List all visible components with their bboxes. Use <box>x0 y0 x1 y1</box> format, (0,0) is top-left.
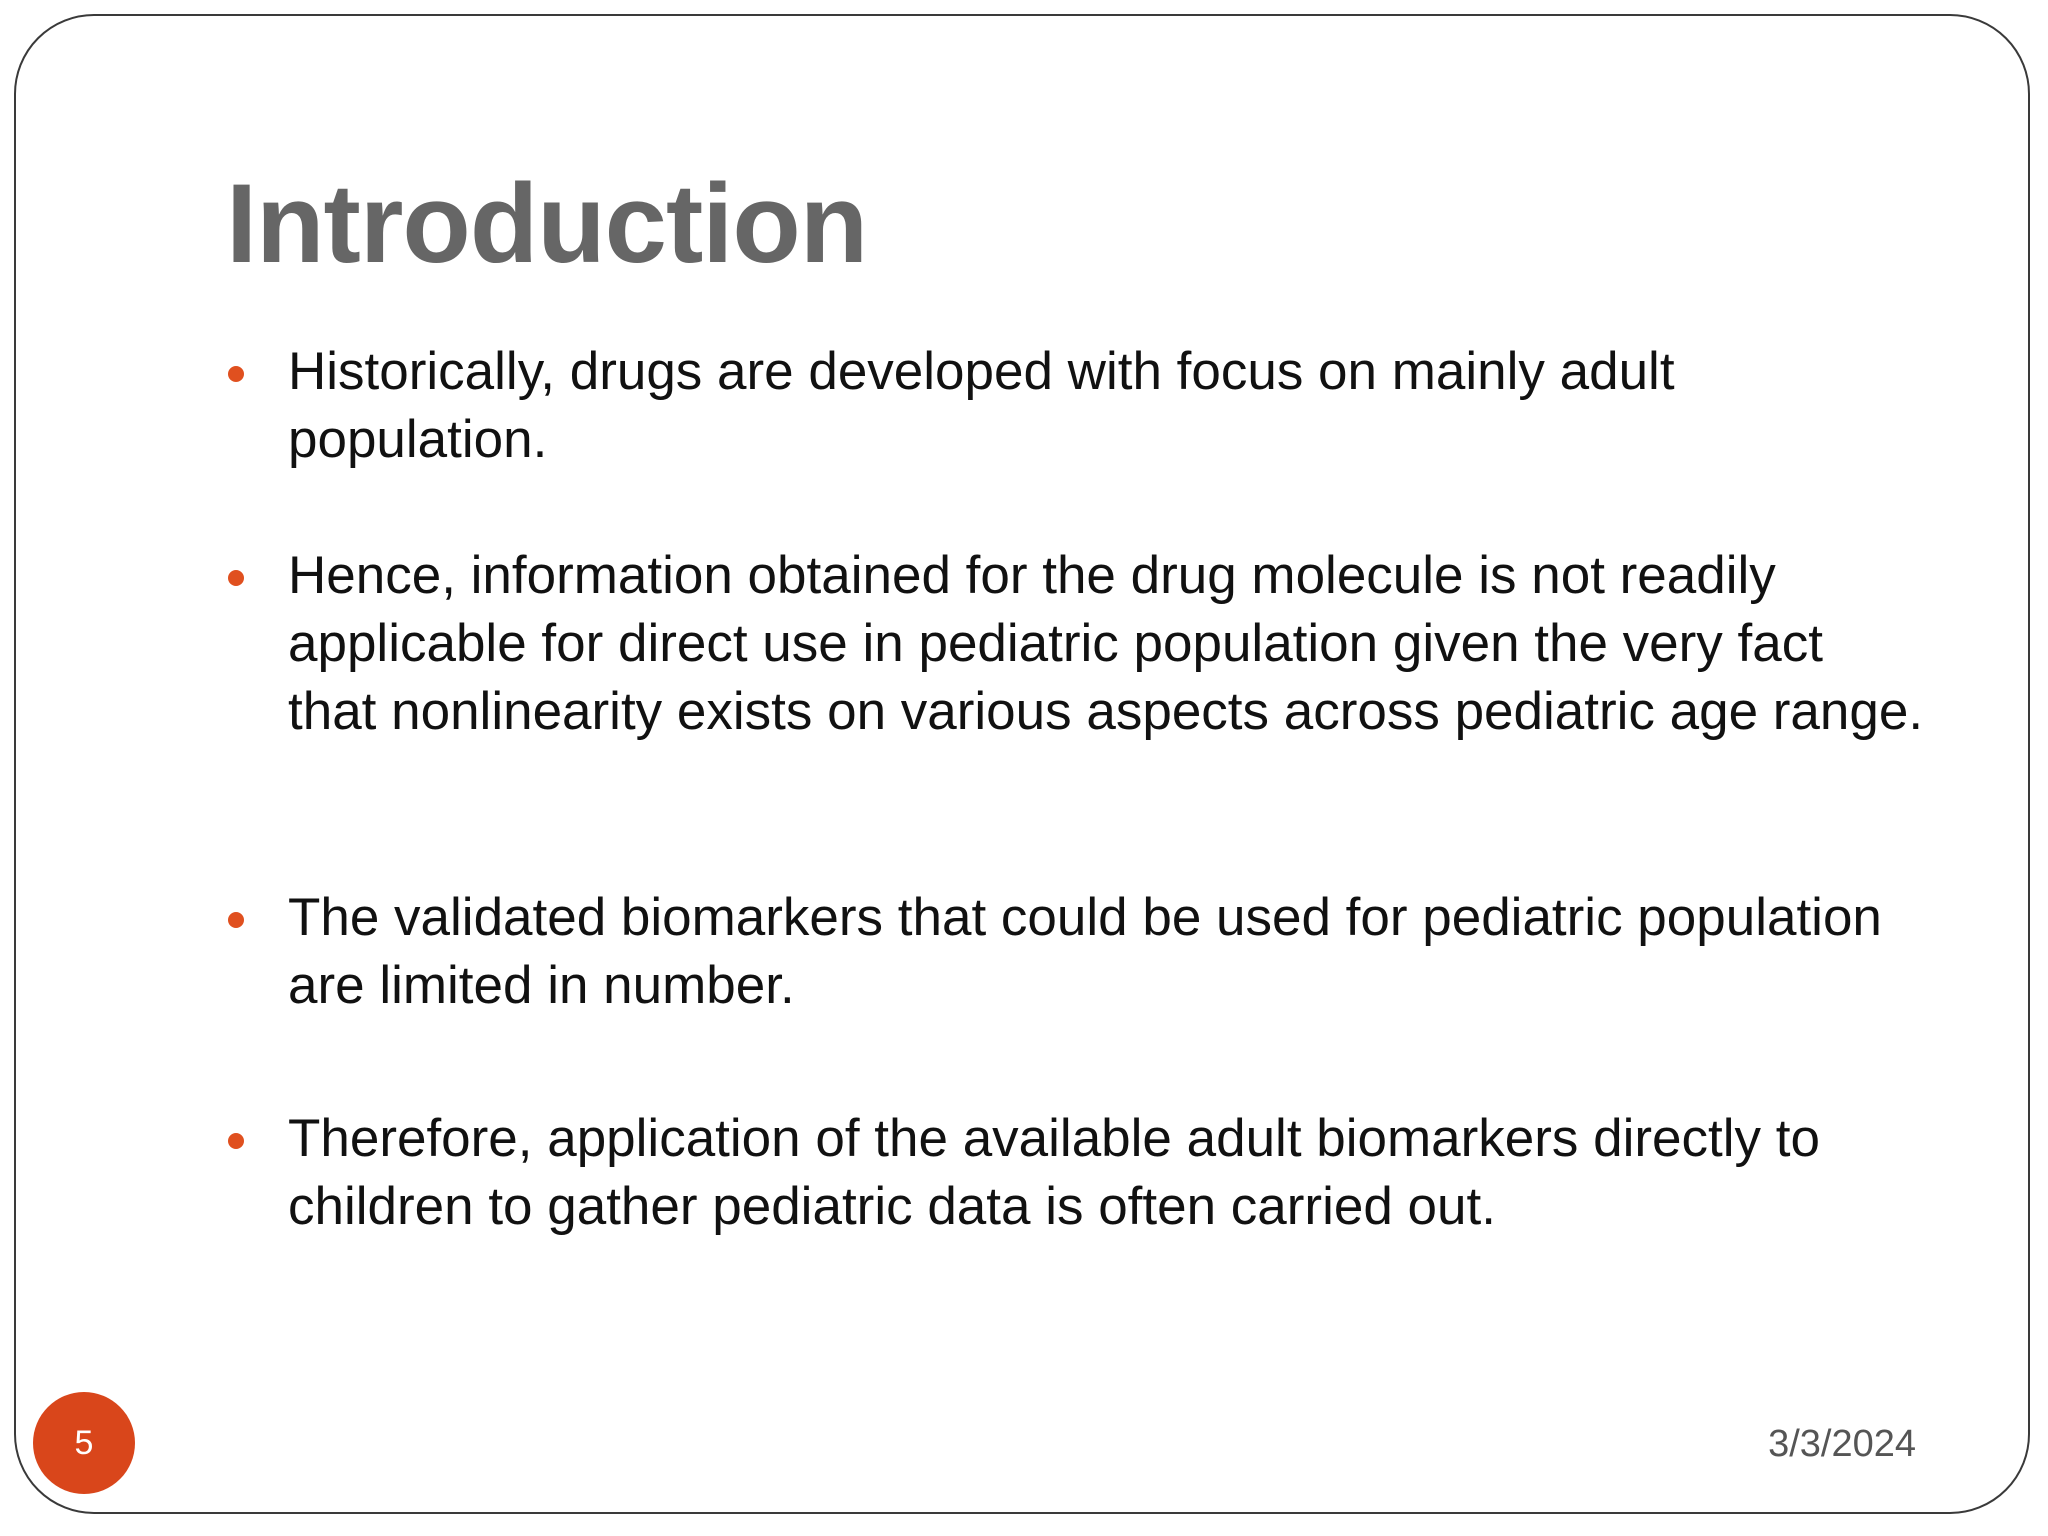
bullet-text: Historically, drugs are developed with focus on mainly adult population. <box>288 342 1675 469</box>
bullet-text: Therefore, application of the available adult biomarkers directly to children to gather pediatric data is often carried out. <box>288 1109 1820 1236</box>
bullet-dot-icon <box>228 366 244 382</box>
slide-title: Introduction <box>226 161 868 286</box>
bullet-item <box>226 884 1926 1020</box>
bullet-text: The validated biomarkers that could be used for pediatric population are limited in number. <box>288 888 1882 1015</box>
bullet-dot-icon <box>228 1133 244 1149</box>
bullet-text: Hence, information obtained for the drug molecule is not readily applicable for direct use in pediatric population given the very fact that nonlinearity exists on various aspects across pediatric age range. <box>288 546 1924 741</box>
page-number-badge <box>33 1392 135 1494</box>
slide-date: 3/3/2024 <box>1768 1423 1916 1465</box>
bullet-dot-icon <box>228 912 244 928</box>
bullet-item <box>226 1105 1926 1241</box>
page-number: 5 <box>74 1423 94 1462</box>
bullet-dot-icon <box>228 570 244 586</box>
bullet-item <box>226 338 1926 474</box>
bullet-item <box>226 542 1926 746</box>
